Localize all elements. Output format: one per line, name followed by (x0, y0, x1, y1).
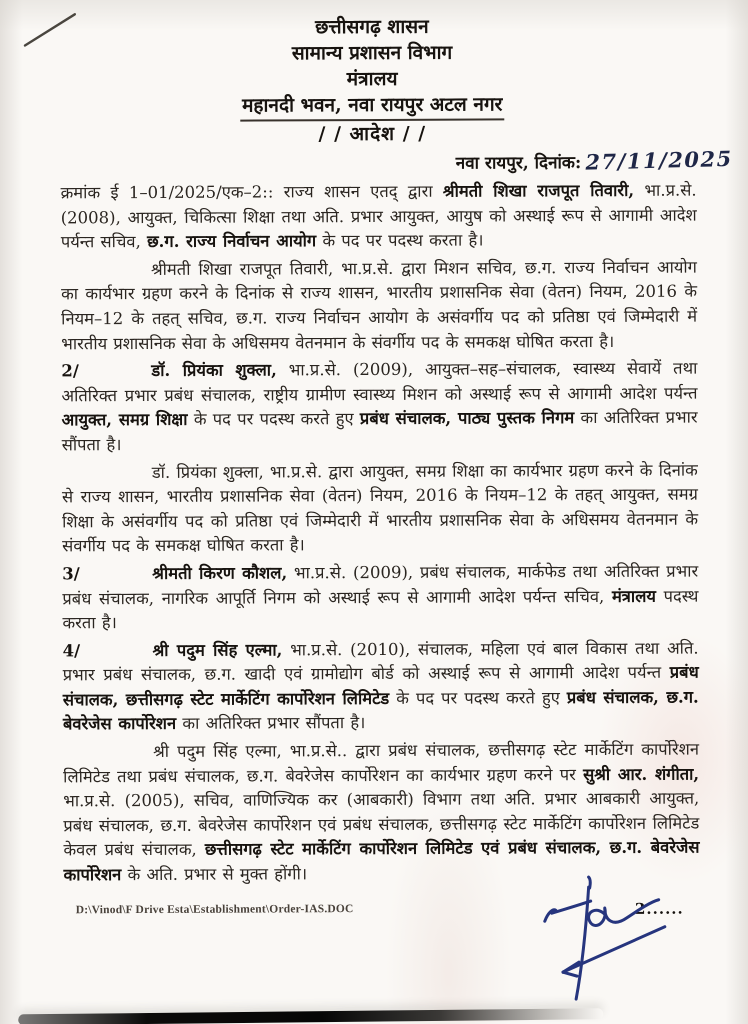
file-path-footer: D:\Vinod\F Drive Esta\Establishment\Order-IAS.DOC (75, 903, 354, 917)
text-run: भा.प्र.से. (2009), आयुक्त–सह–संचालक, स्वास्थ्य सेवायें तथा अतिरिक्त प्रभार प्रबंध संचालक, राष्ट्रीय ग्रामीण स्वास्थ्य मिशन को अस्थाई रूप से आगामी आदेश पर्यन्त (61, 358, 698, 406)
dateline (0, 145, 747, 175)
text-run: भा.प्र.से. (2009), प्रबंध संचालक, मार्कफेड तथा अतिरिक्त प्रभार प्रबंध संचालक, नागरिक आपूर्ति निगम को अस्थाई रूप से आगामी आदेश पर्यन्त सचिव, (62, 561, 699, 608)
text-run: का अतिरिक्त प्रभार सौंपता है। (176, 713, 366, 734)
text-run: पदस्थ करता है। (62, 586, 699, 633)
emphasized-text-run: प्रबंध संचालक, छ.ग. बेवरेजेस कार्पोरेशन (62, 687, 699, 734)
text-run: के पद पर पदस्थ करता है। (316, 230, 484, 251)
order-paragraph (61, 179, 697, 256)
scanner-edge-shadow (18, 1008, 603, 1024)
paragraph-number: 2/ (61, 361, 79, 381)
order-paragraph (63, 636, 699, 737)
emphasized-text-run: सुश्री आर. शंगीता, (583, 764, 700, 784)
text-run: के पद पर पदस्थ करते हुए (389, 688, 567, 708)
handwritten-date: 27/11/2025 (584, 145, 733, 175)
pen-slash-mark (20, 9, 82, 51)
text-run: का अतिरिक्त प्रभार सौंपता है। (61, 407, 698, 455)
text-run: क्रमांक ई 1–01/2025/एक–2:: राज्य शासन एतद् द्वारा (60, 181, 443, 203)
emphasized-text-run: श्रीमती शिखा राजपूत तिवारी, (442, 180, 635, 201)
order-paragraph (62, 458, 698, 559)
order-paragraph (62, 559, 698, 636)
text-run: के अति. प्रभार से मुक्त होंगी। (121, 864, 308, 885)
emphasized-text-run: आयुक्त, समग्र शिक्षा (61, 410, 188, 430)
address-line: महानदी भवन, नवा रायपुर अटल नगर (0, 90, 746, 122)
text-run: भा.प्र.से. (2005), सचिव, वाणिज्यिक कर (आबकारी) विभाग तथा अति. प्रभार आबकारी आयुक्त, प्रबंध संचालक, छ.ग. बेवरेजेस कार्पोरेशन एवं प्रबंध संचालक, छत्तीसगढ़ स्टेट मार्केटिंग कार्पोरेशन लिमिटेड केवल प्रबंध संचालक, (63, 788, 700, 860)
order-paragraph (61, 255, 697, 356)
place-date-label: नवा रायपुर, दिनांक: (455, 153, 582, 174)
emphasized-text-run: मंत्रालय (611, 586, 656, 606)
page-continuation-marker: 2...... (634, 899, 684, 918)
emphasized-text-run: डॉ. प्रियंका शुक्ला, (151, 360, 277, 381)
handwritten-signature (525, 867, 711, 1013)
text-run: भा.प्र.से. (2008), आयुक्त, चिकित्सा शिक्षा तथा अति. प्रभार आयुक्त, आयुष को अस्थाई रूप से आगामी आदेश पर्यन्त सचिव, (60, 180, 697, 252)
emphasized-text-run: प्रबंध संचालक, पाठ्य पुस्तक निगम (359, 408, 575, 429)
text-run: भा.प्र.से. (2010), संचालक, महिला एवं बाल विकास तथा अति. प्रभार प्रबंध संचालक, छ.ग. खादी एवं ग्रामोद्योग बोर्ड को अस्थाई रूप से आगामी आदेश पर्यन्त (62, 638, 699, 685)
order-title: / / आदेश / / (318, 122, 427, 146)
letterhead (0, 12, 746, 148)
department-name: सामान्य प्रशासन विभाग (291, 41, 453, 65)
emphasized-text-run: छ.ग. राज्य निर्वाचन आयोग (147, 231, 317, 252)
paragraph-number: 3/ (62, 564, 80, 584)
order-paragraph (63, 738, 700, 888)
emphasized-text-run: छत्तीसगढ़ स्टेट मार्केटिंग कार्पोरेशन लिमिटेड एवं प्रबंध संचालक, छ.ग. बेवरेजेस कार्पोरेशन (63, 838, 700, 885)
text-run: श्री पदुम सिंह एल्मा, भा.प्र.से.. द्वारा प्रबंध संचालक, छत्तीसगढ़ स्टेट मार्केटिंग कार्पोरेशन लिमिटेड तथा प्रबंध संचालक, छ.ग. बेवरेजेस कार्पोरेशन का कार्यभार ग्रहण करने पर (63, 739, 700, 787)
paragraph-number: 4/ (62, 640, 81, 661)
government-name: छत्तीसगढ़ शासन (315, 15, 429, 39)
text-run: के पद पर पदस्थ करते हुए (187, 409, 360, 430)
office-name: मंत्रालय (346, 67, 398, 91)
emphasized-text-run: श्रीमती किरण कौशल, (152, 563, 288, 583)
emphasized-text-run: श्री पदुम सिंह एल्मा, (152, 640, 283, 660)
order-body (0, 172, 748, 888)
emphasized-text-run: प्रबंध संचालक, छत्तीसगढ़ स्टेट मार्केटिंग कार्पोरेशन लिमिटेड (62, 662, 699, 710)
text-run: डॉ. प्रियंका शुक्ला, भा.प्र.से. द्वारा आयुक्त, समग्र शिक्षा का कार्यभार ग्रहण करने के दिनांक से राज्य शासन, भारतीय प्रशासनिक सेवा (वेतन) नियम, 2016 के नियम–12 के तहत् आयुक्त, समग्र शिक्षा के असंवर्गीय पद को प्रतिष्ठा एवं जिम्मेदारी में भारतीय प्रशासनिक सेवा के अधिसमय वेतनमान के संवर्गीय पद के समकक्ष घोषित करता है। (61, 460, 699, 556)
text-run: श्रीमती शिखा राजपूत तिवारी, भा.प्र.से. द्वारा मिशन सचिव, छ.ग. राज्य निर्वाचन आयोग का कार्यभार ग्रहण करने के दिनांक से राज्य शासन, भारतीय प्रशासनिक सेवा (वेतन) नियम, 2016 के नियम–12 के तहत् सचिव, छ.ग. राज्य निर्वाचन आयोग के असंवर्गीय पद को प्रतिष्ठा एवं जिम्मेदारी में भारतीय प्रशासनिक सेवा के अधिसमय वेतनमान के संवर्गीय पद के समकक्ष घोषित करता है। (61, 257, 698, 353)
order-paragraph (61, 357, 697, 458)
